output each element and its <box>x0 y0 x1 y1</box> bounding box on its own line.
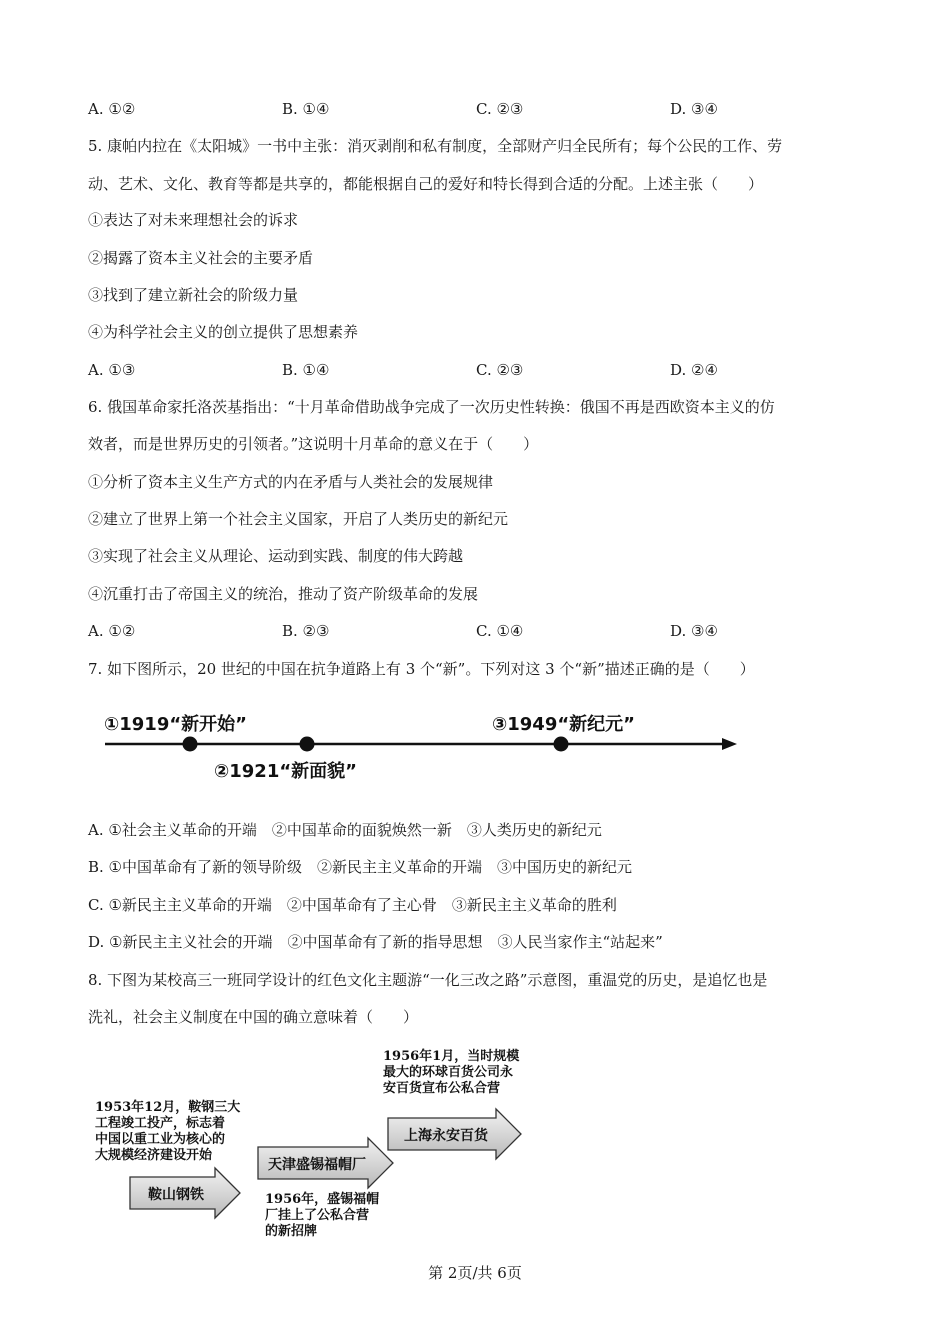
q5-item-1: ①表达了对未来理想社会的诉求 <box>88 211 299 229</box>
timeline-label-1921: ②1921“新面貌” <box>214 761 357 782</box>
q5-option-b: B. ①④ <box>282 361 330 379</box>
note-1956-wingon <box>383 1049 519 1097</box>
note-1953-line1: 1953年12月，鞍钢三大 <box>95 1100 241 1115</box>
q6-option-b: B. ②③ <box>282 622 330 640</box>
q4-option-c: C. ②③ <box>476 100 524 118</box>
q6-item-3: ③实现了社会主义从理论、运动到实践、制度的伟大跨越 <box>88 547 464 565</box>
q7-option-a: A. ①社会主义革命的开端 ②中国革命的面貌焕然一新 ③人类历史的新纪元 <box>88 821 602 839</box>
q5-option-a: A. ①③ <box>88 361 136 379</box>
q5-item-3: ③找到了建立新社会的阶级力量 <box>88 286 299 304</box>
note-1956-hat-line1: 1956年，盛锡福帽 <box>265 1192 380 1207</box>
q7-option-c: C. ①新民主主义革命的开端 ②中国革命有了主心骨 ③新民主主义革命的胜利 <box>88 896 617 914</box>
q5-option-c: C. ②③ <box>476 361 524 379</box>
timeline-label-1949: ③1949“新纪元” <box>492 714 635 735</box>
q4-option-b: B. ①④ <box>282 100 330 118</box>
q8-stem-line1: 8. 下图为某校高三一班同学设计的红色文化主题游“一化三改之路”示意图，重温党的历史，是追忆也是 <box>88 971 768 989</box>
q5-stem-line1: 5. 康帕内拉在《太阳城》一书中主张：消灭剥削和私有制度，全部财产归全民所有；每个公民的工作、劳 <box>88 137 783 155</box>
note-1956-wingon-line1: 1956年1月，当时规模 <box>383 1049 520 1064</box>
note-1953-line4: 大规模经济建设开始 <box>95 1148 213 1163</box>
q7-option-d: D. ①新民主主义社会的开端 ②中国革命有了新的指导思想 ③人民当家作主“站起来” <box>88 933 663 951</box>
q5-option-d: D. ②④ <box>670 361 718 379</box>
arrow1-label: 鞍山钢铁 <box>148 1187 204 1203</box>
q5-item-4: ④为科学社会主义的创立提供了思想素养 <box>88 323 359 341</box>
q4-option-d: D. ③④ <box>670 100 718 118</box>
q6-option-d: D. ③④ <box>670 622 718 640</box>
note-1956-wingon-line3: 安百货宣布公私合营 <box>383 1081 501 1096</box>
timeline-label-1919: ①1919“新开始” <box>104 714 247 735</box>
note-1956-hat-line3: 的新招牌 <box>265 1224 318 1239</box>
note-1956-hat <box>265 1192 379 1240</box>
note-1956-wingon-line2: 最大的环球百货公司永 <box>383 1065 514 1080</box>
q6-stem-line1: 6. 俄国革命家托洛茨基指出：“十月革命借助战争完成了一次历史性转换：俄国不再是西欧资本主义的仿 <box>88 398 775 416</box>
q7-stem: 7. 如下图所示，20 世纪的中国在抗争道路上有 3 个“新”。下列对这 3 个“新”描述正确的是（ ） <box>88 660 755 678</box>
page-number-footer: 第 2页/共 6页 <box>428 1264 522 1282</box>
q6-item-4: ④沉重打击了帝国主义的统治，推动了资产阶级革命的发展 <box>88 585 479 603</box>
q4-option-a: A. ①② <box>88 100 136 118</box>
q5-item-2: ②揭露了资本主义社会的主要矛盾 <box>88 249 314 267</box>
note-1953-line2: 工程竣工投产，标志着 <box>95 1116 226 1131</box>
timeline-dot-1919 <box>183 737 198 752</box>
q6-item-1: ①分析了资本主义生产方式的内在矛盾与人类社会的发展规律 <box>88 473 494 491</box>
q6-option-a: A. ①② <box>88 622 136 640</box>
q8-stem-line2: 洗礼，社会主义制度在中国的确立意味着（ ） <box>88 1008 419 1026</box>
arrow2-label: 天津盛锡福帽厂 <box>268 1157 366 1173</box>
note-1956-hat-line2: 厂挂上了公私合营 <box>265 1208 370 1223</box>
timeline-dot-1921 <box>300 737 315 752</box>
q6-item-2: ②建立了世界上第一个社会主义国家，开启了人类历史的新纪元 <box>88 510 509 528</box>
q5-stem-line2: 动、艺术、文化、教育等都是共享的，都能根据自己的爱好和特长得到合适的分配。上述主张（ ） <box>88 175 764 193</box>
q6-stem-line2: 效者，而是世界历史的引领者。”这说明十月革命的意义在于（ ） <box>88 435 539 453</box>
q6-option-c: C. ①④ <box>476 622 524 640</box>
q7-option-b: B. ①中国革命有了新的领导阶级 ②新民主主义革命的开端 ③中国历史的新纪元 <box>88 858 633 876</box>
timeline-arrowhead <box>722 738 737 750</box>
note-1953 <box>95 1100 240 1164</box>
note-1953-line3: 中国以重工业为核心的 <box>95 1132 226 1147</box>
arrow3-label: 上海永安百货 <box>404 1128 488 1144</box>
timeline-dot-1949 <box>554 737 569 752</box>
